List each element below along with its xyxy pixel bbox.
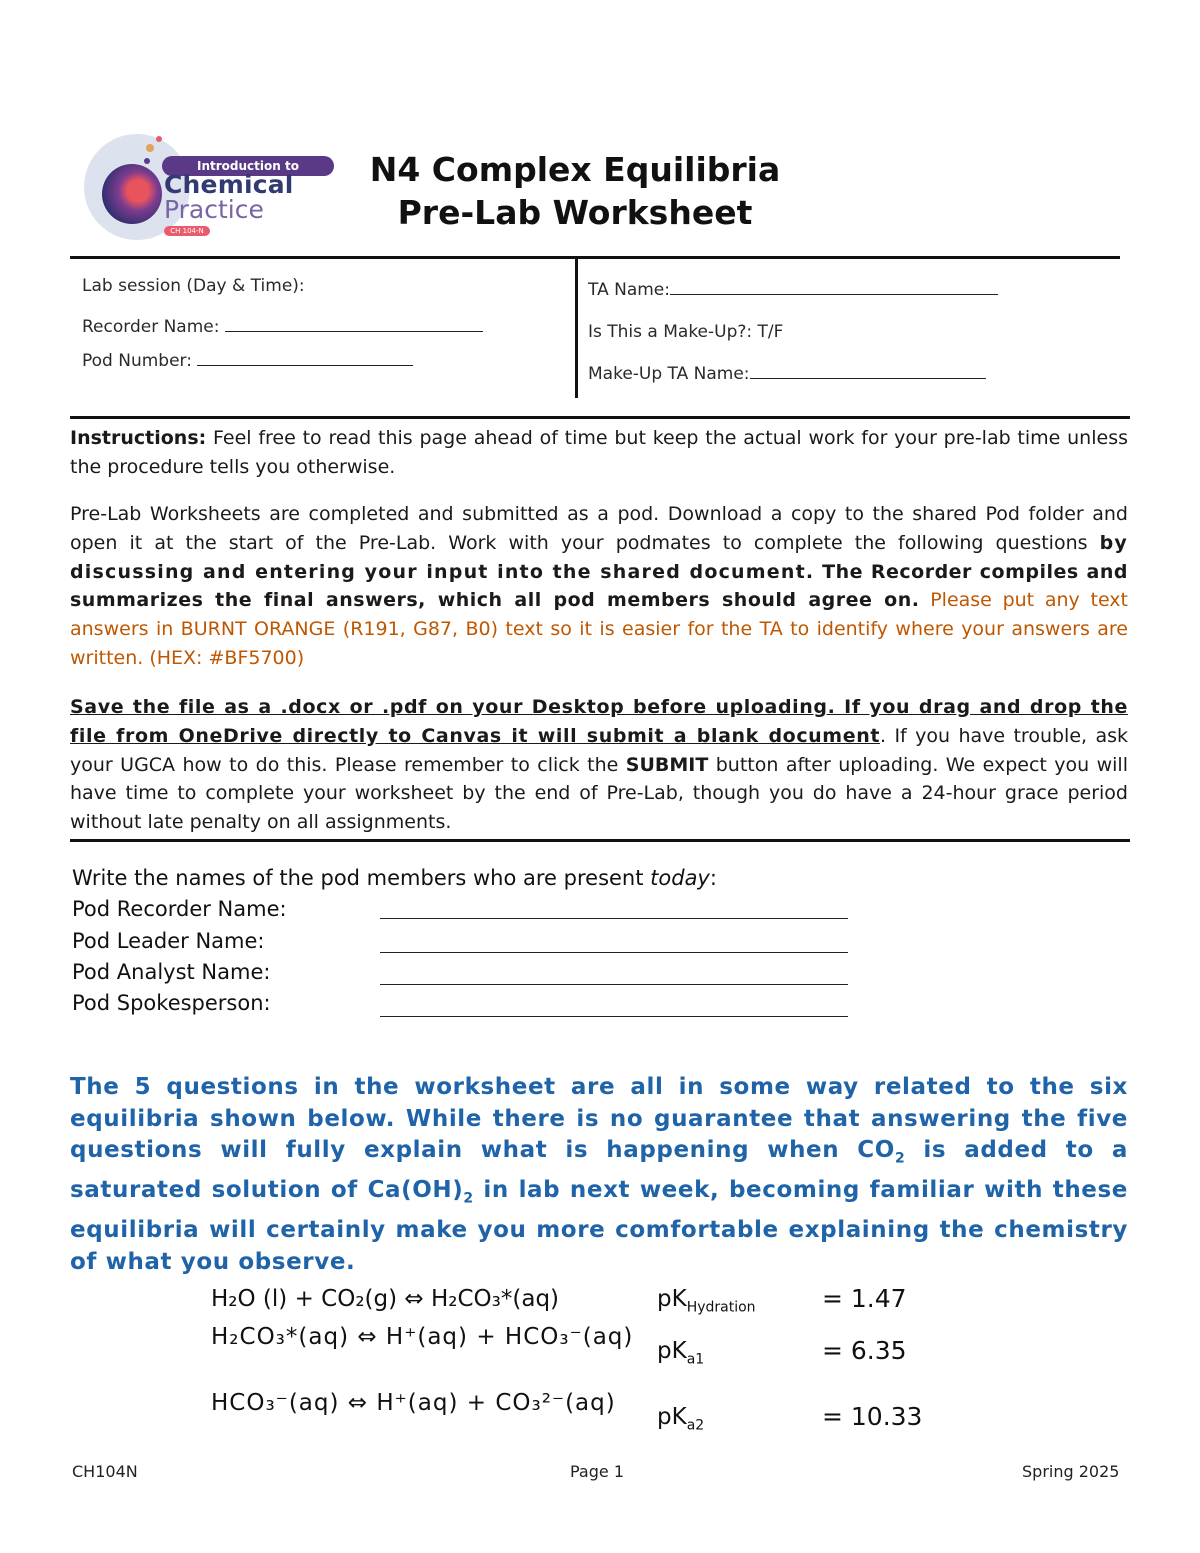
para3-text-1: . If you have trouble, ask your UGCA how to do this. Please remember to click the (70, 724, 1128, 776)
equilibrium-2: H₂CO₃*(aq) ⇔ H⁺(aq) + HCO₃⁻(aq) (211, 1324, 634, 1350)
pk-a2-value: = 10.33 (822, 1402, 923, 1431)
title-line-2: Pre-Lab Worksheet (397, 193, 753, 232)
section-rule (70, 839, 1130, 842)
logo-word-practice: Practice (164, 195, 264, 224)
pk-a1: $pK_{a1}$ (657, 1338, 705, 1368)
recorder-label: Recorder Name: (82, 317, 220, 337)
makeup-label: Is This a Make-Up?: T/F (588, 322, 784, 342)
save-warning: Save the file as a .docx or .pdf on your Desktop before uploading. If you drag and drop the file from OneDrive directly to Canvas it will submit a blank document (70, 696, 1128, 747)
para2-text: Pre-Lab Worksheets are completed and submitted as a pod. Download a copy to the shared Pod folder and open it at the start of the Pre-Lab. Work with your podmates to complete the following questions (70, 503, 1128, 554)
logo-word-chemical: Chemical (164, 170, 294, 199)
instructions-label: Instructions: (70, 427, 207, 449)
logo-badge: CH 104-N (164, 226, 210, 236)
pod-spokesperson-input[interactable] (380, 996, 848, 1017)
pk-a2: $pK_{a2}$ (657, 1404, 705, 1434)
pod-spokesperson-label: Pod Spokesperson: (72, 991, 271, 1015)
footer-term: Spring 2025 (1022, 1462, 1120, 1481)
course-logo (84, 134, 299, 246)
pod-recorder-label: Pod Recorder Name: (72, 897, 287, 921)
makeup-ta-field[interactable] (588, 360, 986, 384)
footer-course: CH104N (72, 1462, 138, 1481)
equilibrium-1: H₂O (l) + CO₂(g) ⇔ H₂CO₃*(aq) (211, 1286, 560, 1312)
submit-keyword: SUBMIT (625, 753, 709, 776)
instructions-paragraph (70, 424, 1128, 482)
title-line-1: N4 Complex Equilibria (369, 150, 781, 189)
pod-leader-input[interactable] (380, 932, 848, 953)
pk-a1-value: = 6.35 (822, 1336, 907, 1365)
pod-analyst-label: Pod Analyst Name: (72, 960, 271, 984)
para3-text-2: button after uploading. We expect you will have time to complete your worksheet by the end of Pre-Lab, though you do have a 24-hour grace period without late penalty on all assignments. (70, 753, 1128, 834)
pod-intro: Write the names of the pod members who are present today: (72, 866, 717, 890)
save-paragraph (70, 693, 1128, 837)
pk-hydration-value: = 1.47 (822, 1284, 907, 1313)
equilibria-intro: The 5 questions in the worksheet are all in some way related to the six equilibria shown below. While there is no guarantee that answering the five questions will fully explain what is happening when $CO_2$ is added to a saturated solution of $Ca(OH)_2$ in lab next week, becoming familiar with these equilibria will certainly make you more comfortable explaining the chemistry of what you observe. (70, 1074, 1128, 1275)
lab-session-label: Lab session (Day & Time): (82, 276, 305, 296)
pod-number-label: Pod Number: (82, 351, 192, 371)
para2-bold-2: The Recorder compiles and summarizes the final answers, which all pod members should agree on. (70, 560, 1128, 612)
pod-leader-label: Pod Leader Name: (72, 929, 265, 953)
pk-hydration: $pK_{Hydration}$ (657, 1286, 756, 1316)
para2-orange-note: Please put any text answers in BURNT ORANGE (R191, G87, B0) text so it is easier for the TA to identify where your answers are written. (HEX: #BF5700) (70, 589, 1128, 669)
submission-paragraph (70, 500, 1128, 673)
para2-bold-1: by discussing and entering your input into the shared document. (70, 531, 1128, 583)
ta-name-field[interactable] (588, 276, 998, 300)
pod-recorder-input[interactable] (380, 898, 848, 919)
recorder-field[interactable] (82, 313, 483, 337)
pod-number-field[interactable] (82, 347, 413, 371)
makeup-ta-label: Make-Up TA Name: (588, 364, 750, 384)
header-top-rule (70, 256, 1120, 259)
ta-name-label: TA Name: (588, 280, 670, 300)
logo-pill-text: Introduction to (162, 156, 334, 176)
footer-page: Page 1 (570, 1462, 624, 1481)
equilibrium-3: HCO₃⁻(aq) ⇔ H⁺(aq) + CO₃²⁻(aq) (211, 1390, 616, 1416)
pod-analyst-input[interactable] (380, 964, 848, 985)
instructions-text: Feel free to read this page ahead of time but keep the actual work for your pre-lab time unless the procedure tells you otherwise. (70, 427, 1128, 478)
header-bottom-rule (70, 416, 1130, 419)
page-title (300, 148, 850, 234)
header-divider (575, 258, 578, 398)
brain-icon (102, 164, 162, 224)
